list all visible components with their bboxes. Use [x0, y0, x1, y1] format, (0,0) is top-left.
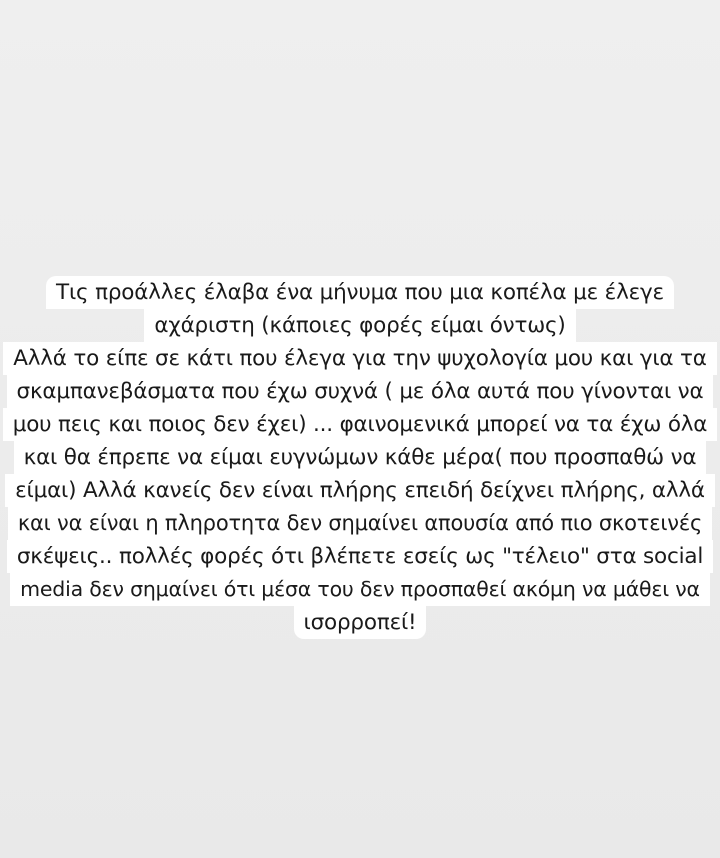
story-text-block [0, 276, 720, 639]
story-text-line: Τις προάλλες έλαβα ένα μήνυμα που μια κοπέλα με έλεγε [46, 276, 674, 309]
story-text-line: σκέψεις.. πολλές φορές ότι βλέπετε εσείς ως "τέλειο" στα social [7, 540, 713, 573]
story-text-line: media δεν σημαίνει ότι μέσα του δεν προσπαθεί ακόμη να μάθει να [10, 573, 710, 606]
story-text-line: είμαι) Αλλά κανείς δεν είναι πλήρης επειδή δείχνει πλήρης, αλλά [5, 474, 715, 507]
story-text-line: αχάριστη (κάποιες φορές είμαι όντως) [144, 309, 575, 342]
story-text-line: ισορροπεί! [294, 606, 427, 639]
story-text-line: και να είναι η πληροτητα δεν σημαίνει απουσία από πιο σκοτεινές [8, 507, 712, 540]
story-text-line: Αλλά το είπε σε κάτι που έλεγα για την ψυχολογία μου και για τα [3, 342, 717, 375]
story-text-line: σκαμπανεβάσματα που έχω συχνά ( με όλα αυτά που γίνονται να [7, 375, 714, 408]
story-text-line: μου πεις και ποιος δεν έχει) ... φαινομενικά μπορεί να τα έχω όλα [3, 408, 718, 441]
story-text-line: και θα έπρεπε να είμαι ευγνώμων κάθε μέρα( που προσπαθώ να [14, 441, 707, 474]
